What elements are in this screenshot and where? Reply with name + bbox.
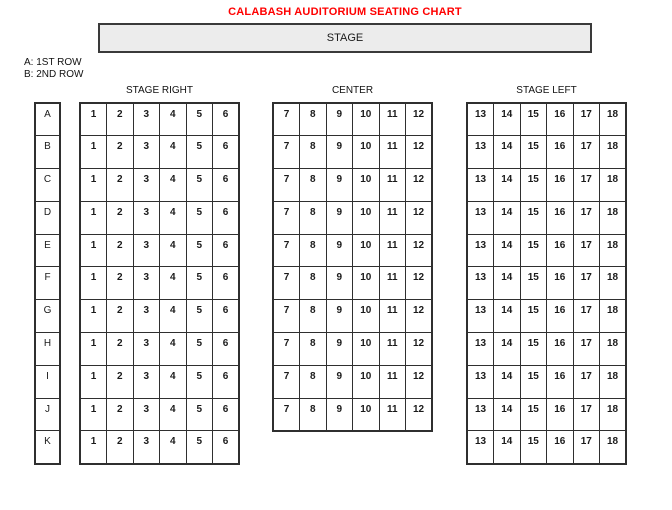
seat-cell: 1: [80, 103, 107, 136]
seat-cell: 3: [133, 201, 160, 234]
seat-cell: 18: [600, 201, 627, 234]
row-label-row: [35, 431, 60, 464]
seat-cell: 10: [353, 300, 380, 333]
section-stage-right: [79, 85, 240, 465]
seat-cell: 6: [213, 169, 240, 202]
seat-cell: 17: [573, 169, 600, 202]
seat-cell: 4: [160, 136, 187, 169]
seat-cell: 18: [600, 234, 627, 267]
seat-cell: 10: [353, 136, 380, 169]
seat-cell: 9: [326, 365, 353, 398]
seat-cell: 12: [406, 300, 433, 333]
seat-cell: 12: [406, 136, 433, 169]
seat-cell: 18: [600, 365, 627, 398]
seat-cell: 16: [547, 365, 574, 398]
seat-cell: 15: [520, 103, 547, 136]
seat-cell: 6: [213, 267, 240, 300]
seat-cell: 17: [573, 300, 600, 333]
seat-cell: 1: [80, 234, 107, 267]
seat-cell: 16: [547, 333, 574, 366]
seat-cell: 3: [133, 300, 160, 333]
seat-cell: 2: [107, 333, 134, 366]
seat-cell: 3: [133, 103, 160, 136]
seat-row: [467, 398, 626, 431]
seat-cell: 15: [520, 300, 547, 333]
seat-cell: 3: [133, 234, 160, 267]
seat-cell: 13: [467, 169, 494, 202]
seat-cell: 9: [326, 169, 353, 202]
row-label-cell: I: [35, 365, 60, 398]
section-stage-left-table: [466, 102, 627, 465]
seat-cell: 12: [406, 267, 433, 300]
legend-line-2: B: 2ND ROW: [24, 69, 84, 80]
seat-cell: 16: [547, 201, 574, 234]
seat-cell: 4: [160, 398, 187, 431]
seat-cell: 7: [273, 201, 300, 234]
seat-cell: 7: [273, 300, 300, 333]
seat-cell: 2: [107, 169, 134, 202]
seat-cell: 11: [379, 333, 406, 366]
seat-row: [273, 300, 432, 333]
seat-cell: 4: [160, 365, 187, 398]
seat-cell: 7: [273, 103, 300, 136]
seat-cell: 9: [326, 103, 353, 136]
seat-cell: 17: [573, 136, 600, 169]
section-stage-left: [466, 85, 627, 465]
seat-cell: 5: [186, 103, 213, 136]
seat-cell: 1: [80, 398, 107, 431]
seat-row: [273, 201, 432, 234]
seat-cell: 12: [406, 398, 433, 431]
seat-row: [80, 300, 239, 333]
seat-cell: 15: [520, 136, 547, 169]
seat-cell: 18: [600, 267, 627, 300]
seat-row: [273, 365, 432, 398]
section-center-table: [272, 102, 433, 432]
seat-row: [467, 300, 626, 333]
seat-cell: 6: [213, 365, 240, 398]
seat-cell: 7: [273, 267, 300, 300]
seat-cell: 6: [213, 234, 240, 267]
row-label-row: [35, 333, 60, 366]
seat-cell: 9: [326, 267, 353, 300]
seat-cell: 13: [467, 398, 494, 431]
seat-cell: 13: [467, 103, 494, 136]
seat-cell: 18: [600, 398, 627, 431]
seat-cell: 9: [326, 201, 353, 234]
seat-cell: 4: [160, 234, 187, 267]
seat-cell: 5: [186, 201, 213, 234]
row-label-row: [35, 300, 60, 333]
seat-cell: 15: [520, 234, 547, 267]
seat-cell: 11: [379, 234, 406, 267]
seat-cell: 12: [406, 201, 433, 234]
seat-cell: 10: [353, 103, 380, 136]
seat-cell: 8: [300, 103, 327, 136]
seat-row: [80, 431, 239, 464]
seat-cell: 15: [520, 267, 547, 300]
row-label-cell: C: [35, 169, 60, 202]
seat-cell: 15: [520, 365, 547, 398]
seat-cell: 4: [160, 333, 187, 366]
seat-row: [467, 431, 626, 464]
seat-cell: 14: [494, 300, 521, 333]
seat-row: [467, 234, 626, 267]
seat-cell: 11: [379, 136, 406, 169]
seat-cell: 9: [326, 136, 353, 169]
seat-cell: 4: [160, 300, 187, 333]
seat-cell: 1: [80, 201, 107, 234]
seat-cell: 14: [494, 365, 521, 398]
row-label-row: [35, 103, 60, 136]
seat-row: [80, 333, 239, 366]
seat-cell: 15: [520, 333, 547, 366]
seat-row: [467, 333, 626, 366]
seat-cell: 10: [353, 333, 380, 366]
seat-cell: 17: [573, 201, 600, 234]
seat-cell: 16: [547, 234, 574, 267]
seat-cell: 7: [273, 234, 300, 267]
seat-cell: 11: [379, 201, 406, 234]
row-label-cell: A: [35, 103, 60, 136]
seat-cell: 5: [186, 234, 213, 267]
row-label-row: [35, 201, 60, 234]
seat-cell: 17: [573, 431, 600, 464]
row-label-row: [35, 234, 60, 267]
seat-cell: 6: [213, 300, 240, 333]
seat-cell: 13: [467, 201, 494, 234]
seat-cell: 16: [547, 431, 574, 464]
seat-cell: 6: [213, 201, 240, 234]
seat-row: [80, 201, 239, 234]
seat-cell: 16: [547, 398, 574, 431]
seat-cell: 13: [467, 300, 494, 333]
seat-cell: 17: [573, 267, 600, 300]
seat-cell: 8: [300, 201, 327, 234]
seat-cell: 12: [406, 365, 433, 398]
section-center: [272, 85, 433, 432]
seat-cell: 14: [494, 333, 521, 366]
seat-cell: 6: [213, 103, 240, 136]
seat-cell: 18: [600, 300, 627, 333]
seat-cell: 13: [467, 431, 494, 464]
seat-cell: 2: [107, 234, 134, 267]
seat-cell: 3: [133, 365, 160, 398]
seat-row: [80, 365, 239, 398]
row-label-row: [35, 267, 60, 300]
seat-row: [80, 103, 239, 136]
seat-cell: 6: [213, 136, 240, 169]
seat-cell: 5: [186, 333, 213, 366]
seat-cell: 11: [379, 300, 406, 333]
seat-cell: 12: [406, 103, 433, 136]
legend-line-1: A: 1ST ROW: [24, 57, 82, 68]
seat-cell: 9: [326, 234, 353, 267]
seat-cell: 15: [520, 431, 547, 464]
seat-row: [467, 267, 626, 300]
seat-cell: 2: [107, 201, 134, 234]
seat-row: [80, 136, 239, 169]
seat-cell: 15: [520, 169, 547, 202]
seat-cell: 2: [107, 300, 134, 333]
seat-cell: 3: [133, 136, 160, 169]
section-stage-right-header: STAGE RIGHT: [125, 85, 194, 96]
seat-cell: 9: [326, 398, 353, 431]
seat-cell: 18: [600, 431, 627, 464]
seat-cell: 2: [107, 267, 134, 300]
seat-cell: 15: [520, 201, 547, 234]
row-label-cell: F: [35, 267, 60, 300]
seat-row: [273, 398, 432, 431]
seat-cell: 13: [467, 234, 494, 267]
row-label-cell: D: [35, 201, 60, 234]
seat-cell: 3: [133, 333, 160, 366]
stage-label: STAGE: [326, 32, 364, 44]
seat-cell: 2: [107, 431, 134, 464]
seat-cell: 17: [573, 365, 600, 398]
seat-cell: 16: [547, 103, 574, 136]
seat-cell: 10: [353, 267, 380, 300]
seat-cell: 16: [547, 267, 574, 300]
seat-cell: 17: [573, 103, 600, 136]
seat-cell: 10: [353, 169, 380, 202]
seat-cell: 16: [547, 169, 574, 202]
seat-cell: 9: [326, 300, 353, 333]
row-label-cell: J: [35, 398, 60, 431]
seat-row: [80, 169, 239, 202]
seat-cell: 12: [406, 333, 433, 366]
seat-cell: 8: [300, 267, 327, 300]
seat-cell: 7: [273, 398, 300, 431]
row-label-cell: E: [35, 234, 60, 267]
seat-row: [273, 234, 432, 267]
seat-cell: 7: [273, 169, 300, 202]
seat-row: [467, 169, 626, 202]
seat-row: [467, 103, 626, 136]
seat-cell: 10: [353, 201, 380, 234]
seat-cell: 1: [80, 300, 107, 333]
seat-cell: 18: [600, 103, 627, 136]
seat-cell: 1: [80, 333, 107, 366]
row-label-table: [34, 102, 61, 465]
seat-cell: 11: [379, 267, 406, 300]
seat-cell: 2: [107, 136, 134, 169]
seat-row: [273, 333, 432, 366]
seat-cell: 3: [133, 431, 160, 464]
seat-row: [80, 234, 239, 267]
seat-row: [467, 136, 626, 169]
seat-cell: 7: [273, 333, 300, 366]
seat-cell: 18: [600, 136, 627, 169]
seat-cell: 14: [494, 169, 521, 202]
seat-cell: 8: [300, 300, 327, 333]
seat-cell: 18: [600, 169, 627, 202]
seat-cell: 4: [160, 169, 187, 202]
seat-cell: 13: [467, 136, 494, 169]
seat-cell: 7: [273, 365, 300, 398]
section-stage-left-header: STAGE LEFT: [516, 85, 577, 96]
seat-row: [273, 103, 432, 136]
seat-cell: 5: [186, 365, 213, 398]
seat-cell: 8: [300, 234, 327, 267]
seat-cell: 14: [494, 267, 521, 300]
row-label-row: [35, 169, 60, 202]
seat-cell: 13: [467, 267, 494, 300]
seat-cell: 10: [353, 398, 380, 431]
seat-cell: 13: [467, 333, 494, 366]
row-label-column: [34, 102, 61, 465]
seat-cell: 8: [300, 136, 327, 169]
seat-cell: 3: [133, 398, 160, 431]
seat-cell: 5: [186, 300, 213, 333]
seat-cell: 4: [160, 201, 187, 234]
seat-cell: 5: [186, 136, 213, 169]
seat-cell: 14: [494, 431, 521, 464]
seat-cell: 5: [186, 169, 213, 202]
section-center-header: CENTER: [331, 85, 374, 96]
row-label-row: [35, 136, 60, 169]
seat-cell: 13: [467, 365, 494, 398]
seat-cell: 8: [300, 398, 327, 431]
seat-row: [467, 201, 626, 234]
seat-cell: 1: [80, 365, 107, 398]
seat-cell: 14: [494, 398, 521, 431]
seat-cell: 4: [160, 103, 187, 136]
seat-cell: 15: [520, 398, 547, 431]
row-label-row: [35, 365, 60, 398]
seat-cell: 11: [379, 103, 406, 136]
seat-cell: 16: [547, 300, 574, 333]
seat-cell: 4: [160, 267, 187, 300]
seat-cell: 5: [186, 267, 213, 300]
seat-cell: 8: [300, 169, 327, 202]
seat-cell: 1: [80, 267, 107, 300]
seat-row: [467, 365, 626, 398]
seat-cell: 9: [326, 333, 353, 366]
seat-cell: 10: [353, 234, 380, 267]
seat-cell: 11: [379, 398, 406, 431]
seat-cell: 3: [133, 267, 160, 300]
seat-cell: 2: [107, 365, 134, 398]
seat-row: [273, 136, 432, 169]
seat-cell: 16: [547, 136, 574, 169]
seat-cell: 3: [133, 169, 160, 202]
seat-cell: 2: [107, 398, 134, 431]
seat-cell: 10: [353, 365, 380, 398]
seat-cell: 14: [494, 136, 521, 169]
stage-box: [98, 23, 592, 53]
seat-row: [273, 267, 432, 300]
seat-cell: 6: [213, 398, 240, 431]
seat-cell: 11: [379, 169, 406, 202]
seat-cell: 14: [494, 234, 521, 267]
page-title: CALABASH AUDITORIUM SEATING CHART: [228, 6, 462, 18]
seat-cell: 18: [600, 333, 627, 366]
seat-cell: 12: [406, 234, 433, 267]
seat-cell: 1: [80, 136, 107, 169]
seat-cell: 2: [107, 103, 134, 136]
seat-cell: 1: [80, 169, 107, 202]
seat-cell: 7: [273, 136, 300, 169]
seat-cell: 11: [379, 365, 406, 398]
section-stage-right-table: [79, 102, 240, 465]
seat-row: [80, 267, 239, 300]
seat-cell: 17: [573, 333, 600, 366]
seat-cell: 5: [186, 398, 213, 431]
seat-cell: 6: [213, 431, 240, 464]
row-label-cell: K: [35, 431, 60, 464]
seat-cell: 17: [573, 234, 600, 267]
seat-cell: 4: [160, 431, 187, 464]
seat-cell: 12: [406, 169, 433, 202]
seat-cell: 5: [186, 431, 213, 464]
seat-cell: 8: [300, 333, 327, 366]
seat-row: [80, 398, 239, 431]
legend: [24, 57, 83, 81]
seat-cell: 6: [213, 333, 240, 366]
seat-cell: 17: [573, 398, 600, 431]
seat-cell: 1: [80, 431, 107, 464]
seat-cell: 8: [300, 365, 327, 398]
seat-row: [273, 169, 432, 202]
row-label-row: [35, 398, 60, 431]
row-label-cell: B: [35, 136, 60, 169]
row-label-cell: H: [35, 333, 60, 366]
row-label-cell: G: [35, 300, 60, 333]
seat-cell: 14: [494, 103, 521, 136]
seat-cell: 14: [494, 201, 521, 234]
